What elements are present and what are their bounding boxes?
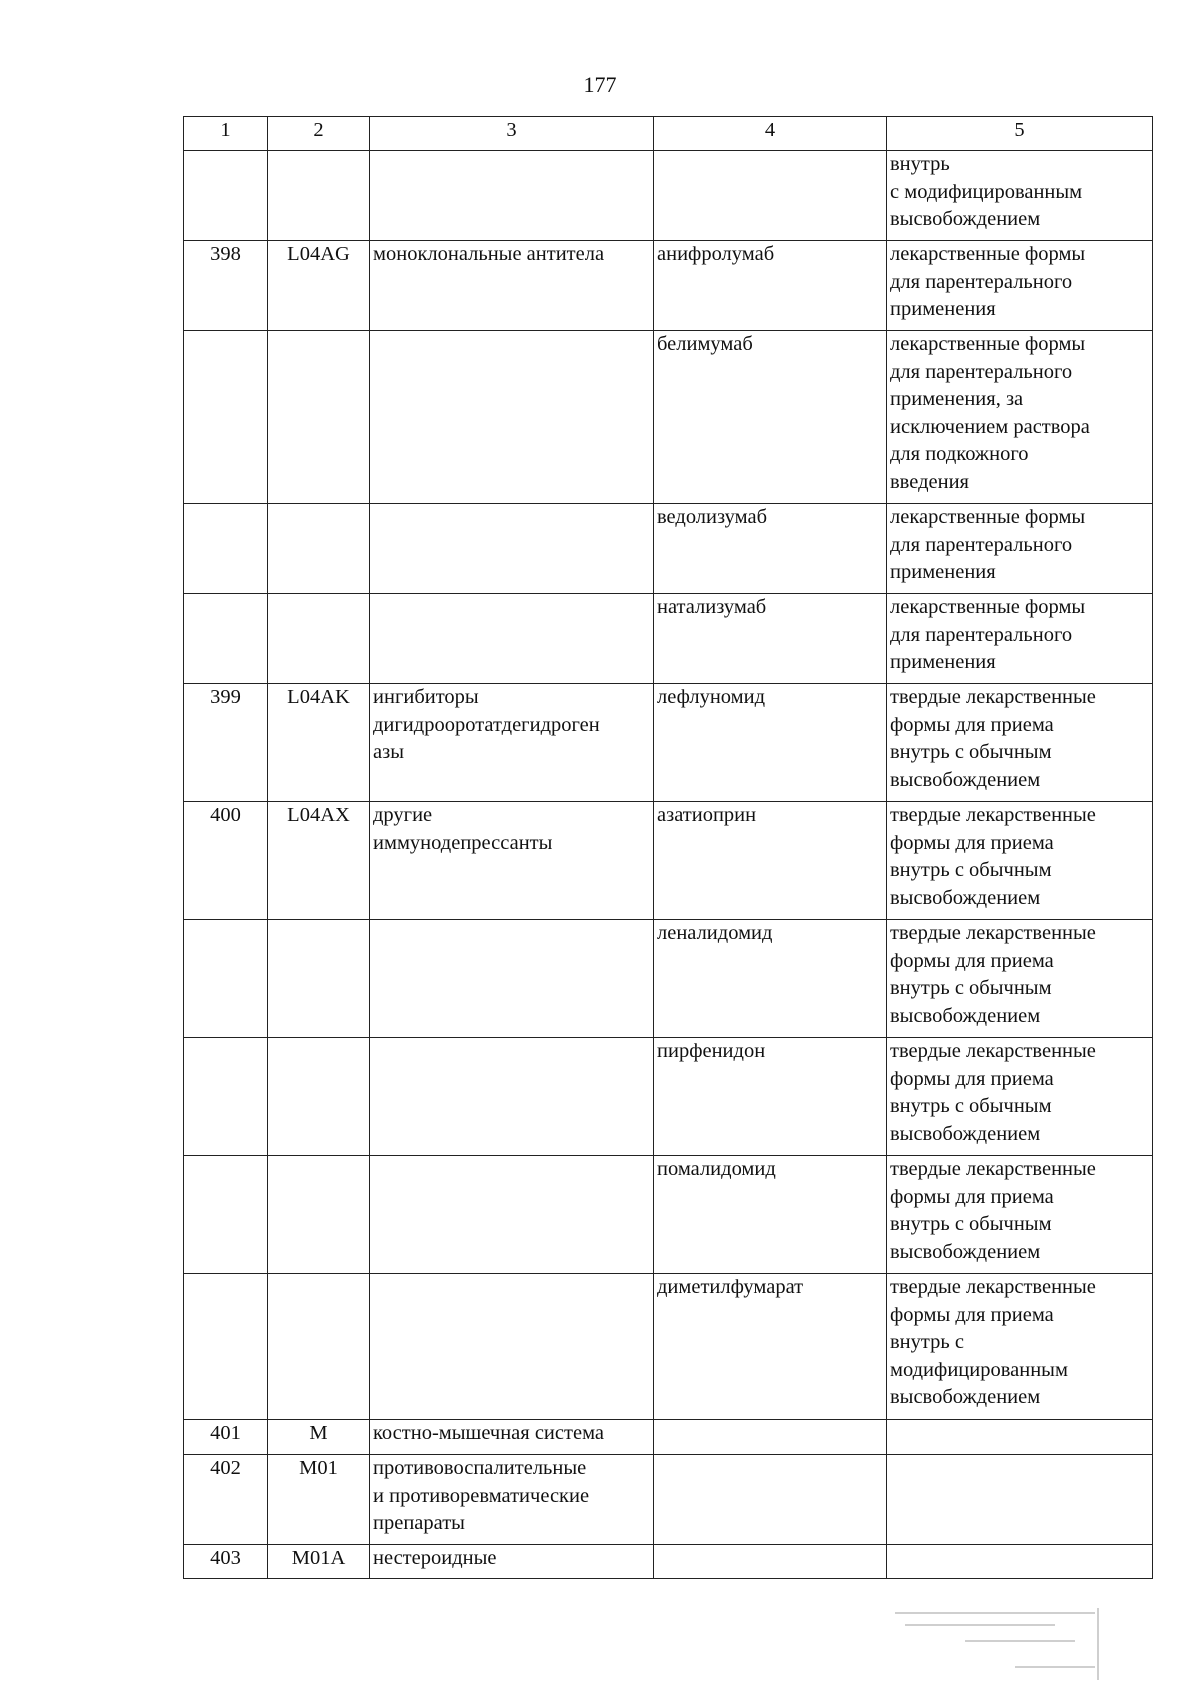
row-number-cell: 400	[184, 802, 268, 920]
dosage-form-cell: твердые лекарственные формы для приема внутрь с обычным высвобождением	[887, 802, 1153, 920]
dosage-form-cell: твердые лекарственные формы для приема внутрь с обычным высвобождением	[887, 684, 1153, 802]
group-cell: ингибиторы дигидрооротатдегидроген азы	[370, 684, 654, 802]
group-cell	[370, 151, 654, 241]
faded-stamp	[895, 1608, 1105, 1688]
atc-code-cell: M	[268, 1420, 370, 1455]
drug-cell: натализумаб	[654, 594, 887, 684]
row-number-cell: 398	[184, 241, 268, 331]
row-number-cell: 401	[184, 1420, 268, 1455]
table-row	[184, 1274, 1153, 1420]
atc-code-cell: M01A	[268, 1545, 370, 1579]
row-number-cell	[184, 504, 268, 594]
atc-code-cell	[268, 151, 370, 241]
column-header: 4	[654, 117, 887, 151]
drug-cell	[654, 1545, 887, 1579]
drug-cell: белимумаб	[654, 331, 887, 504]
group-cell	[370, 504, 654, 594]
atc-code-cell	[268, 331, 370, 504]
dosage-form-cell: внутрь с модифицированным высвобождением	[887, 151, 1153, 241]
group-cell	[370, 1274, 654, 1420]
table-row	[184, 920, 1153, 1038]
drug-cell: азатиоприн	[654, 802, 887, 920]
atc-code-cell: M01	[268, 1455, 370, 1545]
atc-code-cell	[268, 1156, 370, 1274]
table-row	[184, 594, 1153, 684]
table-row	[184, 1545, 1153, 1579]
dosage-form-cell: твердые лекарственные формы для приема внутрь с модифицированным высвобождением	[887, 1274, 1153, 1420]
table-row	[184, 504, 1153, 594]
group-cell: нестероидные	[370, 1545, 654, 1579]
atc-code-cell	[268, 594, 370, 684]
table-row	[184, 331, 1153, 504]
drug-cell	[654, 1420, 887, 1455]
table-row	[184, 241, 1153, 331]
group-cell: противовоспалительные и противоревматические препараты	[370, 1455, 654, 1545]
atc-code-cell	[268, 920, 370, 1038]
dosage-form-cell: лекарственные формы для парентерального применения, за исключением раствора для подкожного введения	[887, 331, 1153, 504]
dosage-form-cell: лекарственные формы для парентерального применения	[887, 241, 1153, 331]
row-number-cell	[184, 151, 268, 241]
table-row	[184, 1455, 1153, 1545]
group-cell: моноклональные антитела	[370, 241, 654, 331]
column-header: 3	[370, 117, 654, 151]
table-row	[184, 802, 1153, 920]
dosage-form-cell: лекарственные формы для парентерального применения	[887, 594, 1153, 684]
page-number: 177	[583, 72, 617, 97]
column-header: 1	[184, 117, 268, 151]
atc-code-cell: L04AX	[268, 802, 370, 920]
group-cell	[370, 331, 654, 504]
dosage-form-cell	[887, 1455, 1153, 1545]
row-number-cell	[184, 331, 268, 504]
table-row	[184, 1038, 1153, 1156]
row-number-cell	[184, 920, 268, 1038]
group-cell	[370, 594, 654, 684]
row-number-cell	[184, 594, 268, 684]
drug-cell: пирфенидон	[654, 1038, 887, 1156]
group-cell	[370, 1038, 654, 1156]
table-header-row	[184, 117, 1153, 151]
row-number-cell: 399	[184, 684, 268, 802]
row-number-cell	[184, 1156, 268, 1274]
dosage-form-cell	[887, 1545, 1153, 1579]
group-cell: другие иммунодепрессанты	[370, 802, 654, 920]
group-cell	[370, 1156, 654, 1274]
dosage-form-cell: твердые лекарственные формы для приема внутрь с обычным высвобождением	[887, 920, 1153, 1038]
group-cell	[370, 920, 654, 1038]
drug-cell: помалидомид	[654, 1156, 887, 1274]
drug-cell: лефлуномид	[654, 684, 887, 802]
dosage-form-cell: твердые лекарственные формы для приема внутрь с обычным высвобождением	[887, 1038, 1153, 1156]
atc-code-cell	[268, 1274, 370, 1420]
drug-cell: ведолизумаб	[654, 504, 887, 594]
drug-cell: леналидомид	[654, 920, 887, 1038]
atc-code-cell	[268, 1038, 370, 1156]
table-row	[184, 151, 1153, 241]
drug-cell	[654, 151, 887, 241]
group-cell: костно-мышечная система	[370, 1420, 654, 1455]
table-row	[184, 1156, 1153, 1274]
table-row	[184, 684, 1153, 802]
dosage-form-cell: твердые лекарственные формы для приема внутрь с обычным высвобождением	[887, 1156, 1153, 1274]
atc-code-cell	[268, 504, 370, 594]
dosage-form-cell: лекарственные формы для парентерального применения	[887, 504, 1153, 594]
dosage-form-cell	[887, 1420, 1153, 1455]
column-header: 5	[887, 117, 1153, 151]
row-number-cell: 402	[184, 1455, 268, 1545]
table-row	[184, 1420, 1153, 1455]
row-number-cell	[184, 1038, 268, 1156]
row-number-cell	[184, 1274, 268, 1420]
atc-code-cell: L04AK	[268, 684, 370, 802]
drug-cell: диметилфумарат	[654, 1274, 887, 1420]
drug-list-table	[183, 116, 1153, 1579]
row-number-cell: 403	[184, 1545, 268, 1579]
atc-code-cell: L04AG	[268, 241, 370, 331]
drug-cell: анифролумаб	[654, 241, 887, 331]
column-header: 2	[268, 117, 370, 151]
drug-cell	[654, 1455, 887, 1545]
